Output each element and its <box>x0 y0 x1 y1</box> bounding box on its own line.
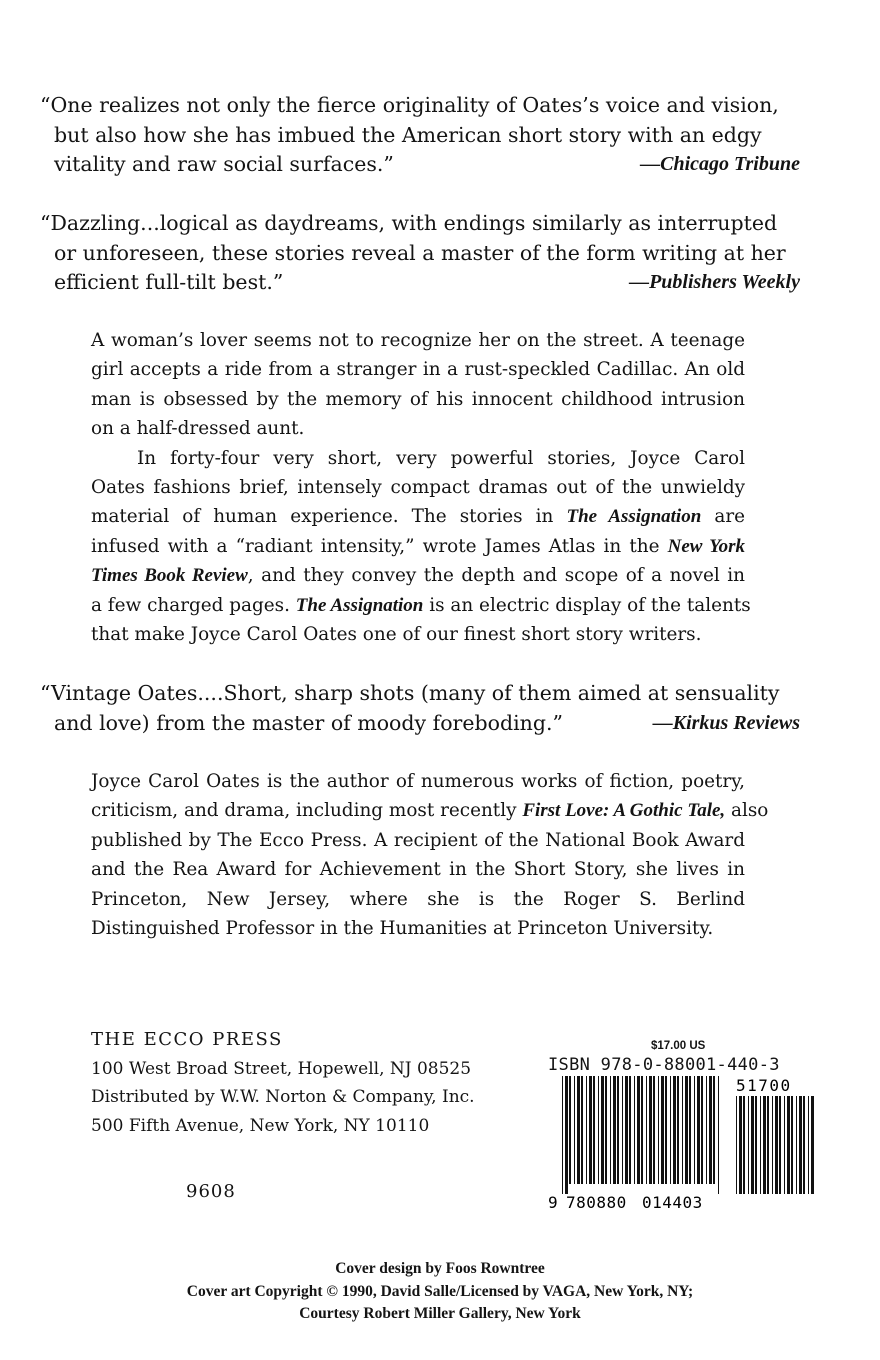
barcode-bar <box>772 1096 773 1194</box>
product-code: 9608 <box>186 1181 236 1202</box>
barcode-bar <box>677 1076 679 1184</box>
description-line: Times Book Review, and they convey the depth and scope of a novel in <box>91 565 745 587</box>
barcode-bar <box>808 1096 809 1194</box>
description-line: material of human experience. The stories in The Assignation are <box>91 506 745 528</box>
barcode-bar <box>755 1096 757 1194</box>
barcode-bar <box>577 1076 580 1184</box>
barcode-bars <box>562 1076 719 1194</box>
bio-line: Distinguished Professor in the Humanities at Princeton University. <box>91 918 714 940</box>
barcode-bar <box>605 1076 607 1184</box>
barcode-bar <box>562 1076 563 1194</box>
barcode-bar <box>574 1076 575 1184</box>
barcode-bar <box>653 1076 655 1184</box>
book-description <box>91 326 751 649</box>
barcode-bar <box>713 1076 715 1184</box>
description-line: In forty-four very short, very powerful stories, Joyce Carol <box>137 447 745 469</box>
barcode-bar <box>706 1076 707 1184</box>
barcode-bar <box>799 1096 802 1194</box>
barcode-bar <box>589 1076 592 1184</box>
barcode-lead-digit: 9 <box>548 1193 558 1212</box>
author-bio <box>91 767 769 943</box>
credit-line: Cover art Copyright © 1990, David Salle/Licensed by VAGA, New York, NY; <box>186 1282 694 1300</box>
book-title: The Assignation <box>566 506 702 528</box>
bio-line: criticism, and drama, including most recently First Love: A Gothic Tale, also <box>91 800 769 822</box>
barcode-bar <box>701 1076 703 1184</box>
barcode-bar <box>697 1076 700 1184</box>
barcode-bar <box>661 1076 664 1184</box>
barcode-bar <box>689 1076 691 1184</box>
barcode-bar <box>791 1096 793 1194</box>
barcode-bar <box>593 1076 595 1184</box>
barcode-bar <box>634 1076 635 1184</box>
description-line: man is obsessed by the memory of his innocent childhood intrusion <box>91 388 745 410</box>
bio-line: Princeton, New Jersey, where she is the Roger S. Berlind <box>91 888 745 910</box>
review-quote-kirkus <box>40 679 800 738</box>
barcode-left-digits: 780880 <box>566 1193 627 1212</box>
barcode-bar <box>610 1076 611 1184</box>
barcode-bar <box>767 1096 769 1194</box>
barcode-bar <box>739 1096 742 1194</box>
barcode-bar <box>665 1076 667 1184</box>
addon-digits: 51700 <box>736 1076 792 1095</box>
quote-line: and love) from the master of moody foreboding.” <box>54 710 563 735</box>
barcode-bar <box>617 1076 619 1184</box>
barcode-bar <box>694 1076 695 1184</box>
publication-title: New York <box>667 535 745 557</box>
barcode-bar <box>625 1076 628 1184</box>
quote-attribution: —Publishers Weekly <box>629 271 800 293</box>
description-line: a few charged pages. The Assignation is an electric display of the talents <box>91 594 751 616</box>
barcode-bar <box>682 1076 683 1184</box>
barcode-bar <box>673 1076 676 1184</box>
barcode-graphic <box>548 1076 816 1216</box>
quote-line: “Dazzling...logical as daydreams, with endings similarly as interrupted <box>40 211 778 235</box>
barcode-bar <box>803 1096 805 1194</box>
publication-title: Times Book Review <box>91 565 248 587</box>
quote-line: vitality and raw social surfaces.” <box>54 152 394 176</box>
barcode-bar <box>658 1076 659 1184</box>
barcode-bar <box>748 1096 749 1194</box>
barcode-right-digits: 014403 <box>642 1193 703 1212</box>
description-line: on a half-dressed aunt. <box>91 418 305 440</box>
review-quote-publishers-weekly <box>40 209 800 298</box>
barcode-bar <box>613 1076 616 1184</box>
distributor-address: 500 Fifth Avenue, New York, NY 10110 <box>91 1115 430 1136</box>
quote-line: “Vintage Oates....Short, sharp shots (many of them aimed at sensuality <box>40 681 780 705</box>
barcode-bar <box>787 1096 790 1194</box>
barcode-bar <box>637 1076 640 1184</box>
quote-attribution: —Chicago Tribune <box>640 153 800 175</box>
barcode-bar <box>581 1076 583 1184</box>
barcode-bar <box>649 1076 652 1184</box>
description-line: infused with a “radiant intensity,” wrote James Atlas in the New York <box>91 535 745 557</box>
barcode-bar <box>775 1096 778 1194</box>
barcode-bar <box>565 1076 568 1194</box>
barcode-bar <box>796 1096 797 1194</box>
barcode-bar <box>586 1076 587 1184</box>
price-label: $17.00 US <box>651 1040 706 1052</box>
barcode-bar <box>622 1076 623 1184</box>
description-line: that make Joyce Carol Oates one of our finest short story writers. <box>91 624 702 646</box>
bio-line: published by The Ecco Press. A recipient of the National Book Award <box>91 829 745 851</box>
isbn-label: ISBN 978-0-88001-440-3 <box>548 1055 780 1075</box>
barcode-bar <box>646 1076 647 1184</box>
barcode-bar <box>779 1096 781 1194</box>
quote-line: but also how she has imbued the American short story with an edgy <box>54 122 762 147</box>
quote-line: efficient full-tilt best.” <box>54 270 284 294</box>
quote-line: or unforeseen, these stories reveal a master of the form writing at her <box>54 240 786 265</box>
barcode-bar <box>709 1076 712 1184</box>
credit-line: Courtesy Robert Miller Gallery, New York <box>299 1305 581 1322</box>
barcode-bar <box>811 1096 814 1194</box>
isbn-barcode <box>548 1076 816 1216</box>
barcode-bar <box>598 1076 599 1184</box>
description-line: girl accepts a ride from a stranger in a rust-speckled Cadillac. An old <box>91 359 745 381</box>
barcode-bar <box>736 1096 737 1194</box>
addon-barcode-bars <box>736 1096 814 1194</box>
publisher-name: THE ECCO PRESS <box>91 1029 283 1050</box>
bio-line: and the Rea Award for Achievement in the Short Story, she lives in <box>91 859 745 881</box>
barcode-bar <box>763 1096 766 1194</box>
barcode-bar <box>601 1076 604 1184</box>
quote-line: “One realizes not only the fierce originality of Oates’s voice and vision, <box>40 93 779 117</box>
cover-credits <box>0 1258 880 1326</box>
barcode-bar <box>718 1076 719 1194</box>
barcode-bar <box>641 1076 643 1184</box>
description-line: A woman’s lover seems not to recognize her on the street. A teenage <box>91 330 745 351</box>
barcode-bar <box>760 1096 761 1194</box>
publisher-address: 100 West Broad Street, Hopewell, NJ 08525 <box>91 1058 472 1079</box>
barcode-bar <box>670 1076 671 1184</box>
barcode-bar <box>784 1096 785 1194</box>
barcode-bar <box>685 1076 688 1184</box>
bio-line: Joyce Carol Oates is the author of numerous works of fiction, poetry, <box>91 771 745 792</box>
credit-line: Cover design by Foos Rowntree <box>335 1260 545 1277</box>
barcode-bar <box>569 1076 571 1184</box>
barcode-bar <box>743 1096 745 1194</box>
description-line: Oates fashions brief, intensely compact dramas out of the unwieldy <box>91 477 745 499</box>
barcode-bar <box>629 1076 631 1184</box>
barcode-bar <box>751 1096 754 1194</box>
book-title: First Love: A Gothic Tale, <box>522 800 726 822</box>
quote-attribution: —Kirkus Reviews <box>652 711 800 734</box>
publisher-info <box>91 1026 475 1140</box>
review-quote-chicago-tribune <box>40 91 800 180</box>
distributor: Distributed by W.W. Norton & Company, Inc. <box>91 1087 475 1107</box>
book-title: The Assignation <box>295 594 424 616</box>
